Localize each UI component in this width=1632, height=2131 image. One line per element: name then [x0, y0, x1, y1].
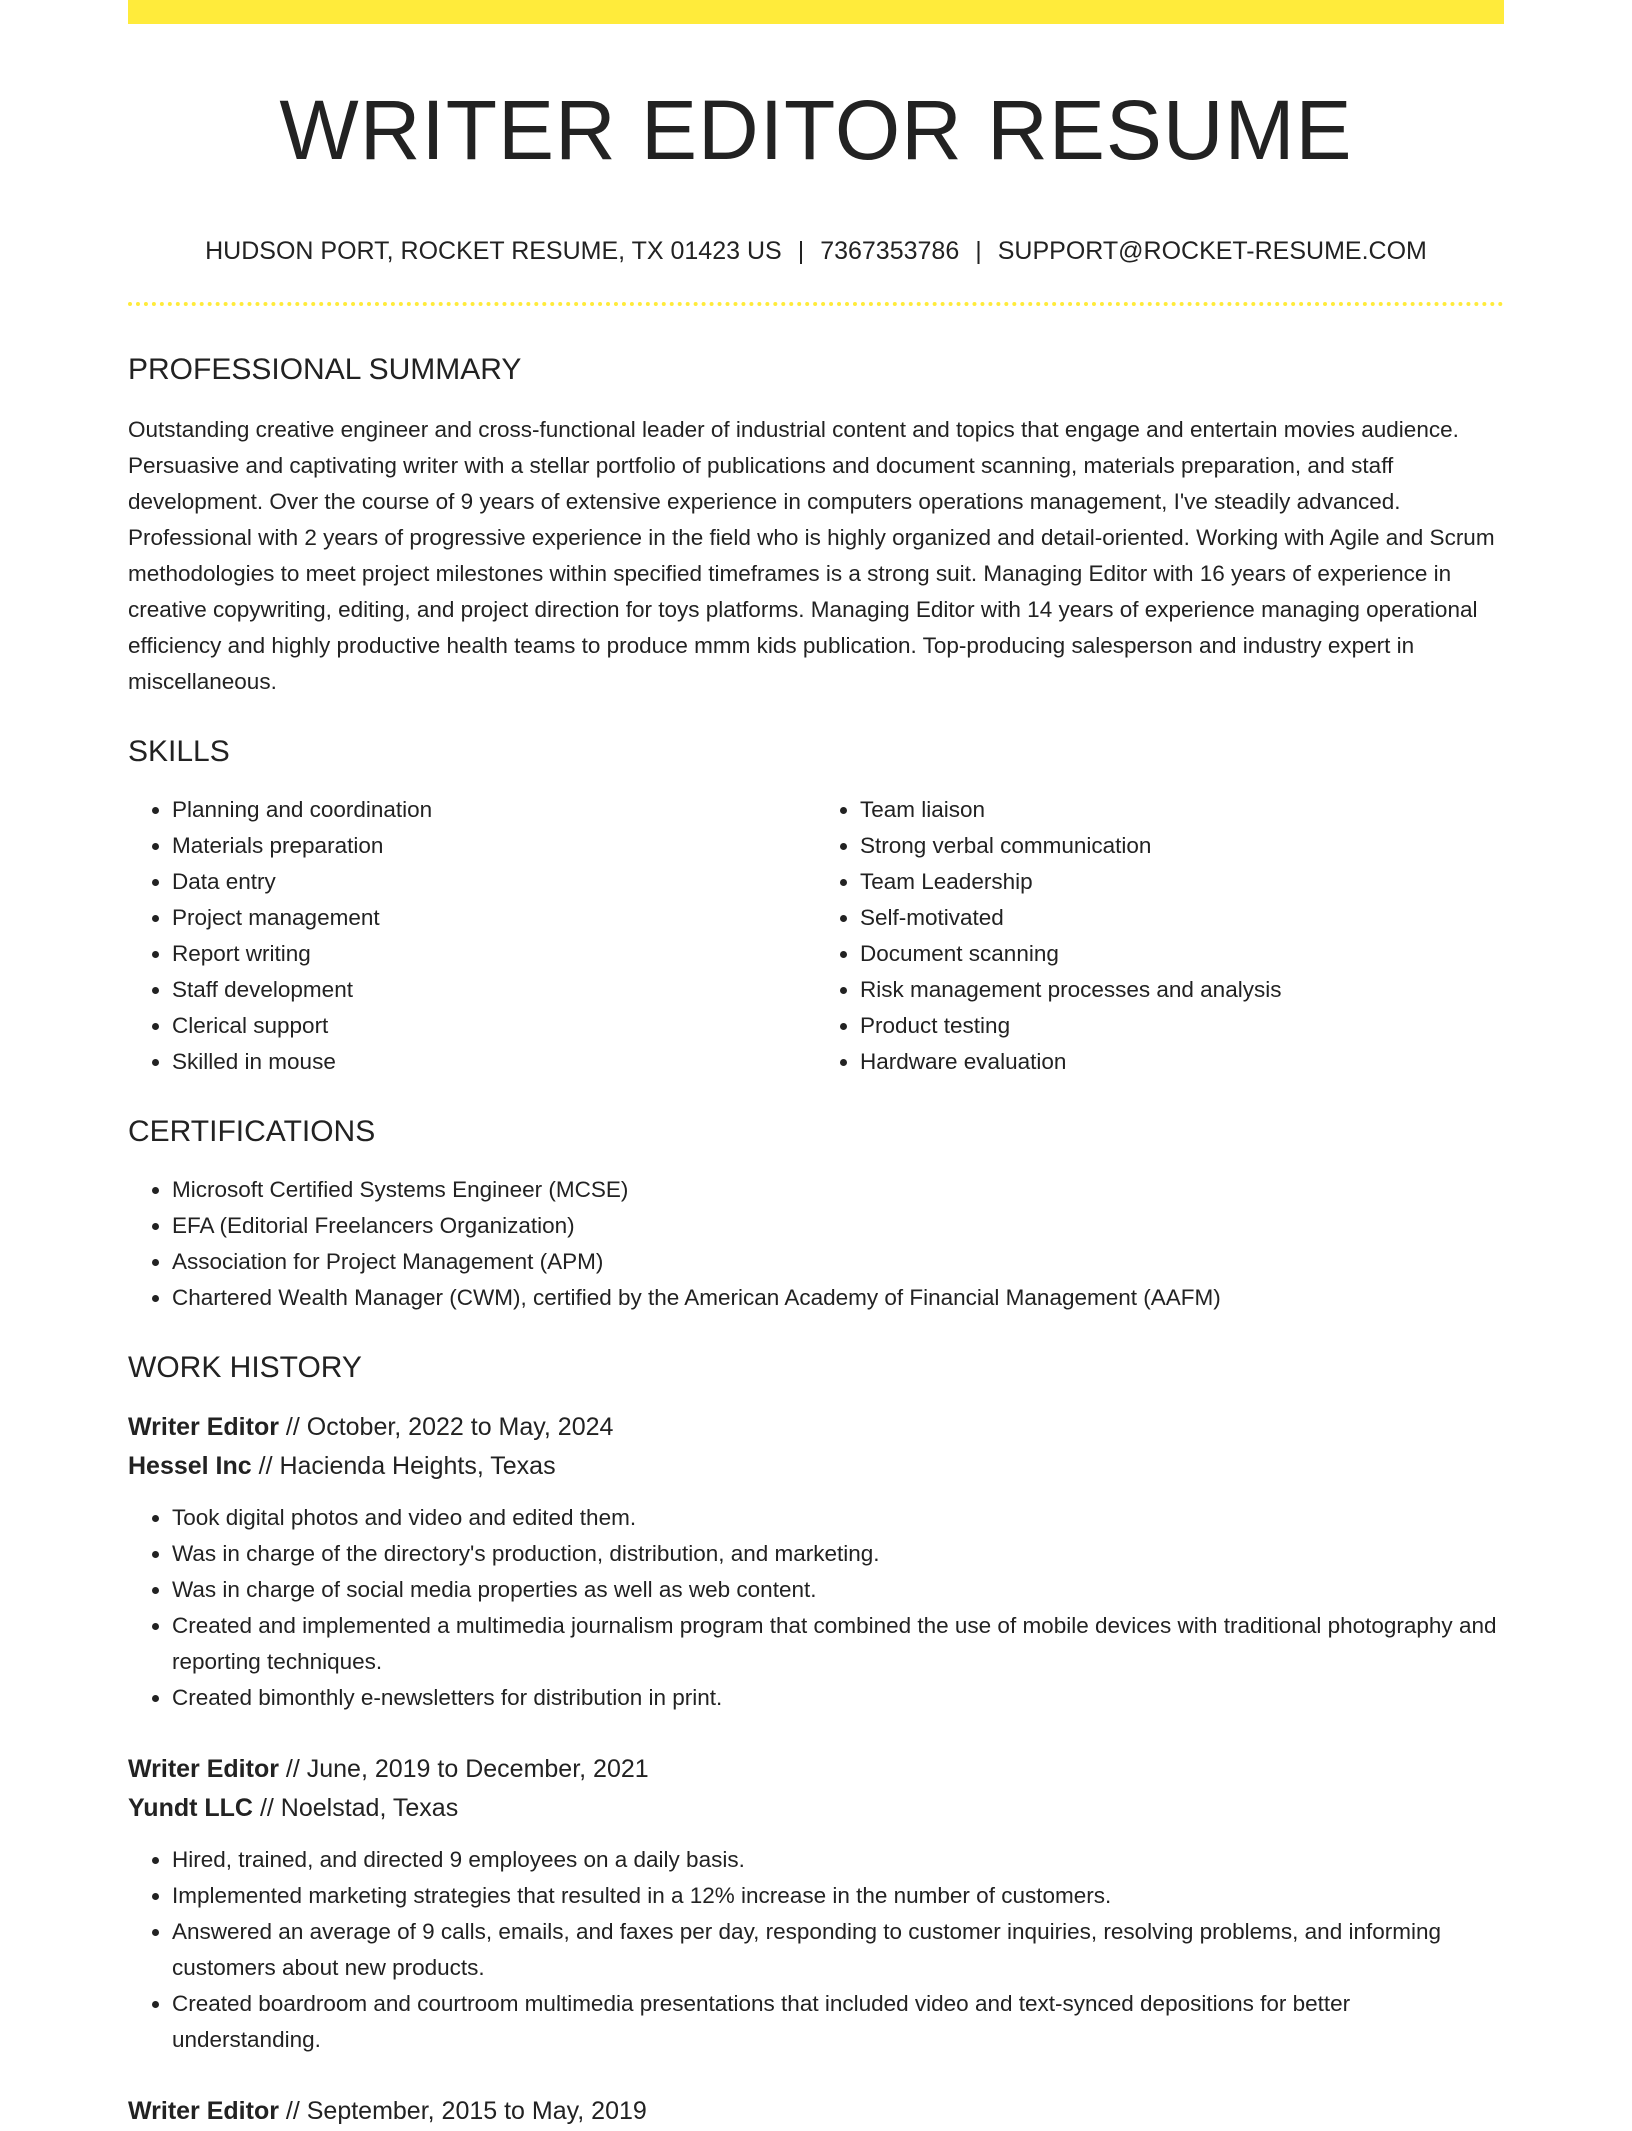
job-bullets — [128, 1842, 1504, 2058]
resume-title: WRITER EDITOR RESUME — [279, 83, 1353, 177]
job-entry — [128, 1750, 1504, 2058]
job-company-line — [128, 1447, 1504, 1486]
skill-item: • Materials preparation — [172, 828, 816, 864]
job-role: Writer Editor — [128, 1413, 279, 1442]
contact-separator: | — [797, 237, 805, 266]
skill-item: • Product testing — [860, 1008, 1504, 1044]
job-bullet: • Answered an average of 9 calls, emails, and faxes per day, responding to customer inquiries, resolving problems, and informing customers about new products. — [172, 1914, 1504, 1986]
job-role-line — [128, 1750, 1504, 1789]
section-title-certifications: CERTIFICATIONS — [128, 1115, 376, 1149]
job-bullets — [128, 1500, 1504, 1716]
job-bullet: • Hired, trained, and directed 9 employees on a daily basis. — [172, 1842, 1504, 1878]
section-title-work-history: WORK HISTORY — [128, 1351, 362, 1385]
job-bullet: • Was in charge of the directory's production, distribution, and marketing. — [172, 1536, 1504, 1572]
certifications-section — [128, 1114, 1504, 1316]
contact-separator: | — [975, 237, 982, 266]
job-entry — [128, 1408, 1504, 1716]
skill-item: • Team liaison — [860, 792, 1504, 828]
certification-item: • EFA (Editorial Freelancers Organization) — [172, 1208, 1504, 1244]
job-bullet: • Created bimonthly e-newsletters for distribution in print. — [172, 1680, 1504, 1716]
skills-list-left — [128, 792, 816, 1080]
skill-item: • Team Leadership — [860, 864, 1504, 900]
job-role: Writer Editor — [128, 2097, 279, 2126]
contact-address: HUDSON PORT, ROCKET RESUME, TX 01423 US — [205, 237, 782, 266]
skill-item: • Project management — [172, 900, 816, 936]
certification-item: • Chartered Wealth Manager (CWM), certified by the American Academy of Financial Management (AAFM) — [172, 1280, 1504, 1316]
job-dates: // October, 2022 to May, 2024 — [285, 1413, 614, 1442]
certification-item: • Association for Project Management (APM) — [172, 1244, 1504, 1280]
skill-item: • Data entry — [172, 864, 816, 900]
job-bullet: • Took digital photos and video and edited them. — [172, 1500, 1504, 1536]
skill-item: • Self-motivated — [860, 900, 1504, 936]
summary-section — [128, 352, 1504, 700]
skills-list-right — [816, 792, 1504, 1080]
certifications-list — [128, 1172, 1504, 1316]
work-history-section — [128, 1350, 1504, 2131]
header-divider — [128, 302, 1504, 306]
section-title-summary: PROFESSIONAL SUMMARY — [128, 353, 522, 387]
contact-email: SUPPORT@ROCKET-RESUME.COM — [997, 237, 1427, 266]
job-company-line — [128, 1789, 1504, 1828]
skill-item: • Risk management processes and analysis — [860, 972, 1504, 1008]
skill-item: • Strong verbal communication — [860, 828, 1504, 864]
job-bullet: • Created boardroom and courtroom multimedia presentations that included video and text-synced depositions for better understanding. — [172, 1986, 1504, 2058]
job-dates: // September, 2015 to May, 2019 — [285, 2097, 647, 2126]
job-company: Hessel Inc — [128, 1452, 252, 1481]
resume-page — [128, 0, 1504, 2131]
skill-item: • Hardware evaluation — [860, 1044, 1504, 1080]
job-bullet: • Was in charge of social media properties as well as web content. — [172, 1572, 1504, 1608]
top-accent-bar — [128, 0, 1504, 24]
skill-item: • Report writing — [172, 936, 816, 972]
section-title-skills: SKILLS — [128, 735, 230, 769]
skill-item: • Staff development — [172, 972, 816, 1008]
job-location: // Hacienda Heights, Texas — [258, 1452, 556, 1481]
contact-phone: 7367353786 — [820, 237, 960, 266]
contact-line — [128, 236, 1504, 266]
job-bullet: • Created and implemented a multimedia journalism program that combined the use of mobile devices with traditional photography and reporting techniques. — [172, 1608, 1504, 1680]
job-dates: // June, 2019 to December, 2021 — [285, 1755, 649, 1784]
skill-item: • Document scanning — [860, 936, 1504, 972]
skill-item: • Planning and coordination — [172, 792, 816, 828]
skill-item: • Clerical support — [172, 1008, 816, 1044]
skills-grid — [128, 792, 1504, 1080]
certification-item: • Microsoft Certified Systems Engineer (MCSE) — [172, 1172, 1504, 1208]
job-role: Writer Editor — [128, 1755, 279, 1784]
skill-item: • Skilled in mouse — [172, 1044, 816, 1080]
summary-text: Outstanding creative engineer and cross-functional leader of industrial content and topics that engage and entertain movies audience. Persuasive and captivating writer with a stellar portfolio of publications and document scanning, materials preparation, and staff development. Over the course of 9 years of extensive experience in computers operations management, I've steadily advanced. Professional with 2 years of progressive experience in the field who is highly organized and detail-oriented. Working with Agile and Scrum methodologies to meet project milestones within specified timeframes is a strong suit. Managing Editor with 16 years of experience in creative copywriting, editing, and project direction for toys platforms. Managing Editor with 14 years of experience managing operational efficiency and highly productive health teams to produce mmm kids publication. Top-producing salesperson and industry expert in miscellaneous. — [128, 417, 1495, 695]
job-location: // Noelstad, Texas — [259, 1794, 459, 1823]
job-company: Yundt LLC — [128, 1794, 253, 1823]
job-role-line — [128, 1408, 1504, 1447]
job-bullet: • Implemented marketing strategies that resulted in a 12% increase in the number of customers. — [172, 1878, 1504, 1914]
skills-section — [128, 734, 1504, 1080]
